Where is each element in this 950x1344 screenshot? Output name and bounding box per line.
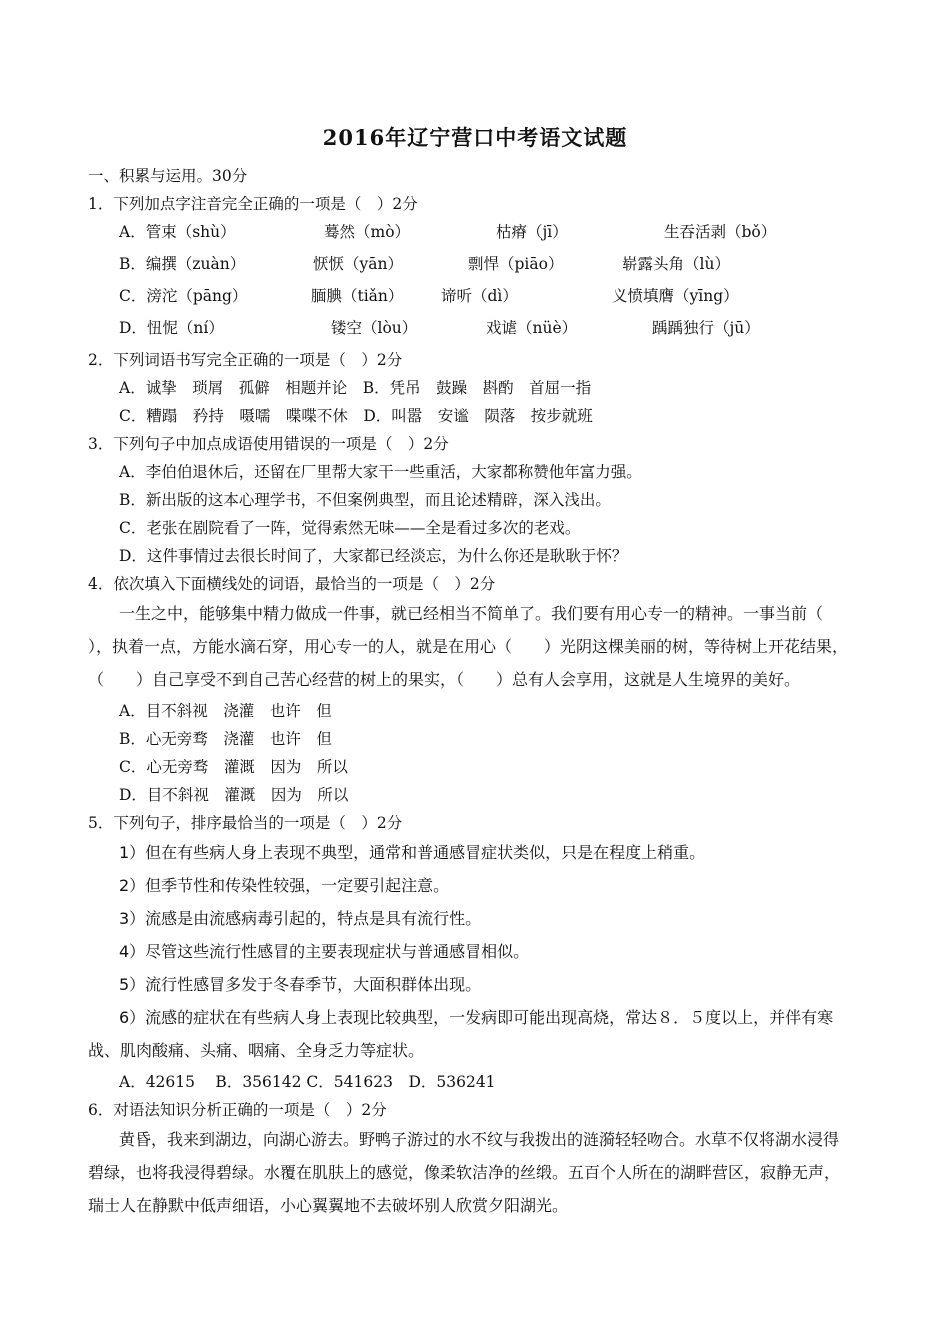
q5-item-3: 3）流感是由流感病毒引起的，特点是具有流行性。 (119, 909, 482, 928)
q1-option-b-1: B．编撰（zuàn） (119, 255, 246, 273)
question-5-stem: 5．下列句子，排序最恰当的一项是（ ）2分 (88, 814, 403, 832)
q6-passage-line-1: 黄昏，我来到湖边，向湖心游去。野鸭子游过的水不纹与我拨出的涟漪轻轻吻合。水草不仅将湖水浸得 (119, 1130, 840, 1149)
q5-options: A．42615 B．356142 C．541623 D．536241 (119, 1073, 496, 1091)
q1-option-b-2: 恹恹（yān） (313, 255, 403, 273)
question-2-stem: 2．下列词语书写完全正确的一项是（ ）2分 (88, 351, 403, 369)
q6-passage-line-2: 碧绿，也将我浸得碧绿。水覆在肌肤上的感觉，像柔软洁净的丝缎。五百个人所在的湖畔营区，寂静无声， (88, 1163, 841, 1182)
q1-option-a-2: 蓦然（mò） (324, 223, 411, 241)
q1-option-c-1: C．滂沱（pāng） (119, 287, 248, 305)
q6-passage-line-3: 瑞士人在静默中低声细语，小心翼翼地不去破坏别人欣赏夕阳湖光。 (88, 1196, 569, 1215)
q5-item-5: 5）流行性感冒多发于冬春季节，大面积群体出现。 (119, 975, 482, 994)
q1-option-b-4: 崭露头角（lù） (622, 255, 730, 273)
q4-option-a: A．目不斜视 浇灌 也许 但 (119, 702, 332, 720)
question-3-stem: 3．下列句子中加点成语使用错误的一项是（ ）2分 (88, 435, 449, 453)
q4-passage-line-1: 一生之中，能够集中精力做成一件事，就已经相当不简单了。我们要有用心专一的精神。一事当前（ (119, 604, 824, 623)
q1-option-b-3: 剽悍（piāo） (468, 255, 564, 273)
q1-option-a-4: 生吞活剥（bǒ） (664, 223, 777, 241)
q1-option-d-4: 踽踽独行（jū） (652, 319, 760, 337)
q2-options-cd: C．糟蹋 矜持 嗫嚅 喋喋不休 D．叫嚣 安谧 陨落 按步就班 (119, 407, 593, 425)
q5-item-4: 4）尽管这些流行性感冒的主要表现症状与普通感冒相似。 (119, 942, 530, 961)
q4-option-d: D．目不斜视 灌溉 因为 所以 (119, 786, 349, 804)
q3-option-c: C．老张在剧院看了一阵，觉得索然无味——全是看过多次的老戏。 (119, 519, 581, 537)
question-1-stem: 1．下列加点字注音完全正确的一项是（ ）2分 (88, 195, 418, 213)
question-6-stem: 6．对语法知识分析正确的一项是（ ）2分 (88, 1101, 387, 1119)
q4-passage-line-2: ），执着一点，方能水滴石穿，用心专一的人，就是在用心（ ）光阴这棵美丽的树，等待树上开花结果， (88, 637, 849, 656)
q4-option-b: B．心无旁骛 浇灌 也许 但 (119, 730, 332, 748)
q3-option-d: D．这件事情过去很长时间了，大家都已经淡忘，为什么你还是耿耿于怀？ (119, 547, 628, 565)
q1-option-a-1: A．管束（shù） (119, 223, 236, 241)
page-title: 2016年辽宁营口中考语文试题 (322, 125, 628, 150)
q3-option-a: A．李伯伯退休后，还留在厂里帮大家干一些重活，大家都称赞他年富力强。 (119, 463, 642, 481)
q4-option-c: C．心无旁骛 灌溉 因为 所以 (119, 758, 348, 776)
q1-option-d-2: 镂空（lòu） (331, 319, 418, 337)
section-heading: 一、积累与运用。30分 (88, 167, 248, 185)
q1-option-c-2: 腼腆（tiǎn） (311, 287, 404, 305)
q1-option-c-3: 谛听（dì） (441, 287, 518, 305)
q1-option-a-3: 枯瘠（jī） (496, 223, 568, 241)
q3-option-b: B．新出版的这本心理学书，不但案例典型，而且论述精辟，深入浅出。 (119, 491, 611, 509)
q1-option-c-4: 义愤填膺（yīng） (612, 287, 739, 305)
q5-item-6-continued: 战、肌肉酸痛、头痛、咽痛、全身乏力等症状。 (88, 1041, 425, 1060)
q5-item-6: 6）流感的症状在有些病人身上表现比较典型，一发病即可能出现高烧，常达８．５度以上，并伴有寒 (119, 1008, 834, 1027)
q1-option-d-1: D．忸怩（ní） (119, 319, 224, 337)
q5-item-2: 2）但季节性和传染性较强，一定要引起注意。 (119, 876, 450, 895)
q5-item-1: 1）但在有些病人身上表现不典型，通常和普通感冒症状类似，只是在程度上稍重。 (119, 843, 706, 862)
q4-passage-line-3: （ ）自己享受不到自己苦心经营的树上的果实，（ ）总有人会享用，这就是人生境界的美好。 (88, 670, 801, 689)
question-4-stem: 4．依次填入下面横线处的词语，最恰当的一项是（ ）2分 (88, 575, 496, 593)
q2-options-ab: A．诚挚 琐屑 孤僻 相题并论 B．凭吊 鼓躁 斟酌 首屈一指 (119, 379, 592, 397)
q1-option-d-3: 戏谑（nüè） (486, 319, 578, 337)
